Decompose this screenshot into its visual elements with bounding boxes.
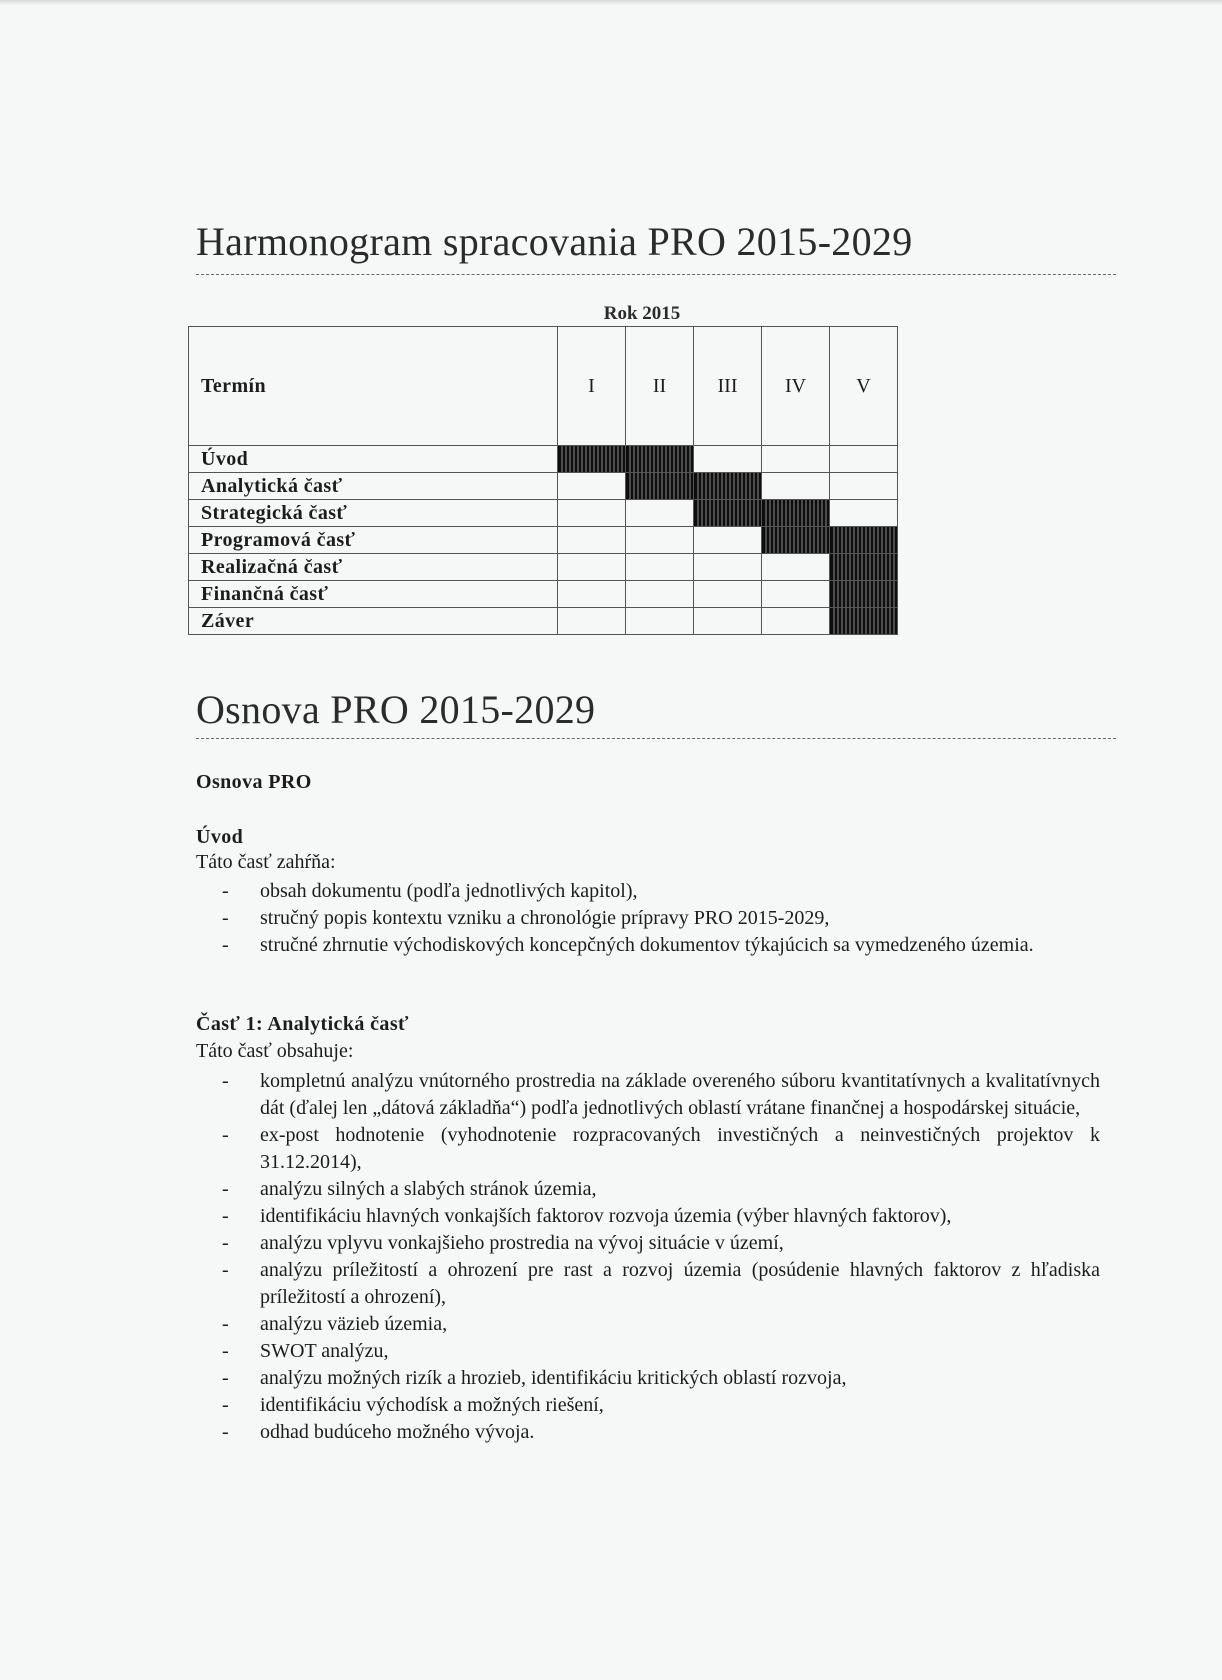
gantt-empty-cell <box>762 608 830 635</box>
list-item <box>196 1176 1100 1203</box>
gantt-bar-cell <box>830 608 898 635</box>
list-item-text: obsah dokumentu (podľa jednotlivých kapitol), <box>260 880 638 902</box>
table-row <box>189 554 898 581</box>
list-item-text: analýzu silných a slabých stránok územia, <box>260 1178 597 1200</box>
list-item <box>196 1068 1100 1122</box>
gantt-empty-cell <box>694 446 762 473</box>
dash-bullet: - <box>222 1178 229 1200</box>
gantt-bar-cell <box>830 527 898 554</box>
row-label: Záver <box>189 608 558 635</box>
list-item-text: kompletnú analýzu vnútorného prostredia na základe overeného súboru kvantitatívnych a kvalitatívnych dát (ďalej len „dátová základňa“) podľa jednotlivých oblastí vrátane finančnej a hospodárskej situácie, <box>260 1070 1100 1119</box>
gantt-empty-cell <box>762 473 830 500</box>
row-label: Realizačná časť <box>189 554 558 581</box>
month-header: III <box>694 327 762 446</box>
part1-lead: Táto časť obsahuje: <box>196 1040 354 1062</box>
dash-bullet: - <box>222 907 229 929</box>
gantt-empty-cell <box>626 500 694 527</box>
table-row <box>189 473 898 500</box>
gantt-empty-cell <box>626 581 694 608</box>
table-row <box>189 500 898 527</box>
row-label: Programová časť <box>189 527 558 554</box>
gantt-bar-cell <box>694 473 762 500</box>
part1-list <box>196 1068 1100 1446</box>
term-header: Termín <box>189 327 558 446</box>
month-header: II <box>626 327 694 446</box>
gantt-empty-cell <box>762 446 830 473</box>
row-label: Finančná časť <box>189 581 558 608</box>
gantt-empty-cell <box>626 527 694 554</box>
table-row <box>189 581 898 608</box>
list-item-text: identifikáciu východísk a možných riešení, <box>260 1394 604 1416</box>
dash-bullet: - <box>222 934 229 956</box>
list-item-text: stručné zhrnutie východiskových koncepčných dokumentov týkajúcich sa vymedzeného územia. <box>260 934 1034 956</box>
list-item-text: analýzu príležitostí a ohrození pre rast a rozvoj územia (posúdenie hlavných faktorov z hľadiska príležitostí a ohrození), <box>260 1259 1100 1308</box>
list-item <box>196 1419 1100 1446</box>
row-label: Strategická časť <box>189 500 558 527</box>
dash-bullet: - <box>222 1232 229 1254</box>
gantt-empty-cell <box>762 554 830 581</box>
list-item-text: ex-post hodnotenie (vyhodnotenie rozpracovaných investičných a neinvestičných projektov k 31.12.2014), <box>260 1124 1100 1173</box>
gantt-empty-cell <box>558 527 626 554</box>
list-item-text: analýzu možných rizík a hrozieb, identifikáciu kritických oblastí rozvoja, <box>260 1367 847 1389</box>
dash-bullet: - <box>222 1313 229 1335</box>
row-label: Úvod <box>189 446 558 473</box>
gantt-empty-cell <box>694 581 762 608</box>
list-item <box>196 1392 1100 1419</box>
title-divider <box>196 274 1116 275</box>
dash-bullet: - <box>222 1394 229 1416</box>
list-item <box>196 1122 1100 1176</box>
month-header: IV <box>762 327 830 446</box>
table-row <box>189 446 898 473</box>
gantt-empty-cell <box>626 554 694 581</box>
list-item-text: analýzu vplyvu vonkajšieho prostredia na vývoj situácie v území, <box>260 1232 784 1254</box>
gantt-bar-cell <box>694 500 762 527</box>
dash-bullet: - <box>222 1070 229 1092</box>
gantt-empty-cell <box>626 608 694 635</box>
list-item <box>196 905 1100 932</box>
outline-title: Osnova PRO 2015-2029 <box>196 687 596 732</box>
intro-list <box>196 878 1100 959</box>
list-item-text: analýzu väzieb územia, <box>260 1313 448 1335</box>
table-header-row <box>189 327 898 446</box>
year-label: Rok 2015 <box>603 303 681 324</box>
list-item-text: odhad budúceho možného vývoja. <box>260 1421 535 1443</box>
intro-heading: Úvod <box>196 826 244 848</box>
list-item-text: identifikáciu hlavných vonkajších faktorov rozvoja územia (výber hlavných faktorov), <box>260 1205 952 1227</box>
harmonogram-title: Harmonogram spracovania PRO 2015-2029 <box>196 219 913 264</box>
month-header: V <box>830 327 898 446</box>
gantt-empty-cell <box>558 473 626 500</box>
list-item <box>196 1203 1100 1230</box>
gantt-bar-cell <box>830 581 898 608</box>
dash-bullet: - <box>222 1421 229 1443</box>
list-item <box>196 1230 1100 1257</box>
gantt-empty-cell <box>762 581 830 608</box>
list-item <box>196 932 1100 959</box>
row-label: Analytická časť <box>189 473 558 500</box>
title-divider <box>196 738 1116 739</box>
dash-bullet: - <box>222 1124 229 1146</box>
gantt-empty-cell <box>830 500 898 527</box>
gantt-empty-cell <box>558 581 626 608</box>
gantt-bar-cell <box>626 473 694 500</box>
gantt-empty-cell <box>694 554 762 581</box>
gantt-empty-cell <box>694 608 762 635</box>
gantt-empty-cell <box>694 527 762 554</box>
gantt-bar-cell <box>626 446 694 473</box>
part1-heading: Časť 1: Analytická časť <box>196 1013 409 1035</box>
gantt-empty-cell <box>830 446 898 473</box>
dash-bullet: - <box>222 1205 229 1227</box>
scan-edge <box>0 0 1222 6</box>
intro-lead: Táto časť zahŕňa: <box>196 851 336 873</box>
dash-bullet: - <box>222 1367 229 1389</box>
table-row <box>189 608 898 635</box>
list-item-text: SWOT analýzu, <box>260 1340 389 1362</box>
list-item <box>196 878 1100 905</box>
month-header: I <box>558 327 626 446</box>
dash-bullet: - <box>222 1259 229 1281</box>
list-item <box>196 1311 1100 1338</box>
outline-subtitle: Osnova PRO <box>196 771 312 793</box>
gantt-empty-cell <box>558 500 626 527</box>
dash-bullet: - <box>222 880 229 902</box>
gantt-empty-cell <box>830 473 898 500</box>
list-item <box>196 1338 1100 1365</box>
gantt-empty-cell <box>558 608 626 635</box>
gantt-bar-cell <box>558 446 626 473</box>
gantt-bar-cell <box>762 527 830 554</box>
list-item <box>196 1365 1100 1392</box>
list-item <box>196 1257 1100 1311</box>
dash-bullet: - <box>222 1340 229 1362</box>
gantt-bar-cell <box>762 500 830 527</box>
list-item-text: stručný popis kontextu vzniku a chronológie prípravy PRO 2015-2029, <box>260 907 830 929</box>
gantt-bar-cell <box>830 554 898 581</box>
table-row <box>189 527 898 554</box>
gantt-empty-cell <box>558 554 626 581</box>
harmonogram-table <box>188 326 898 635</box>
